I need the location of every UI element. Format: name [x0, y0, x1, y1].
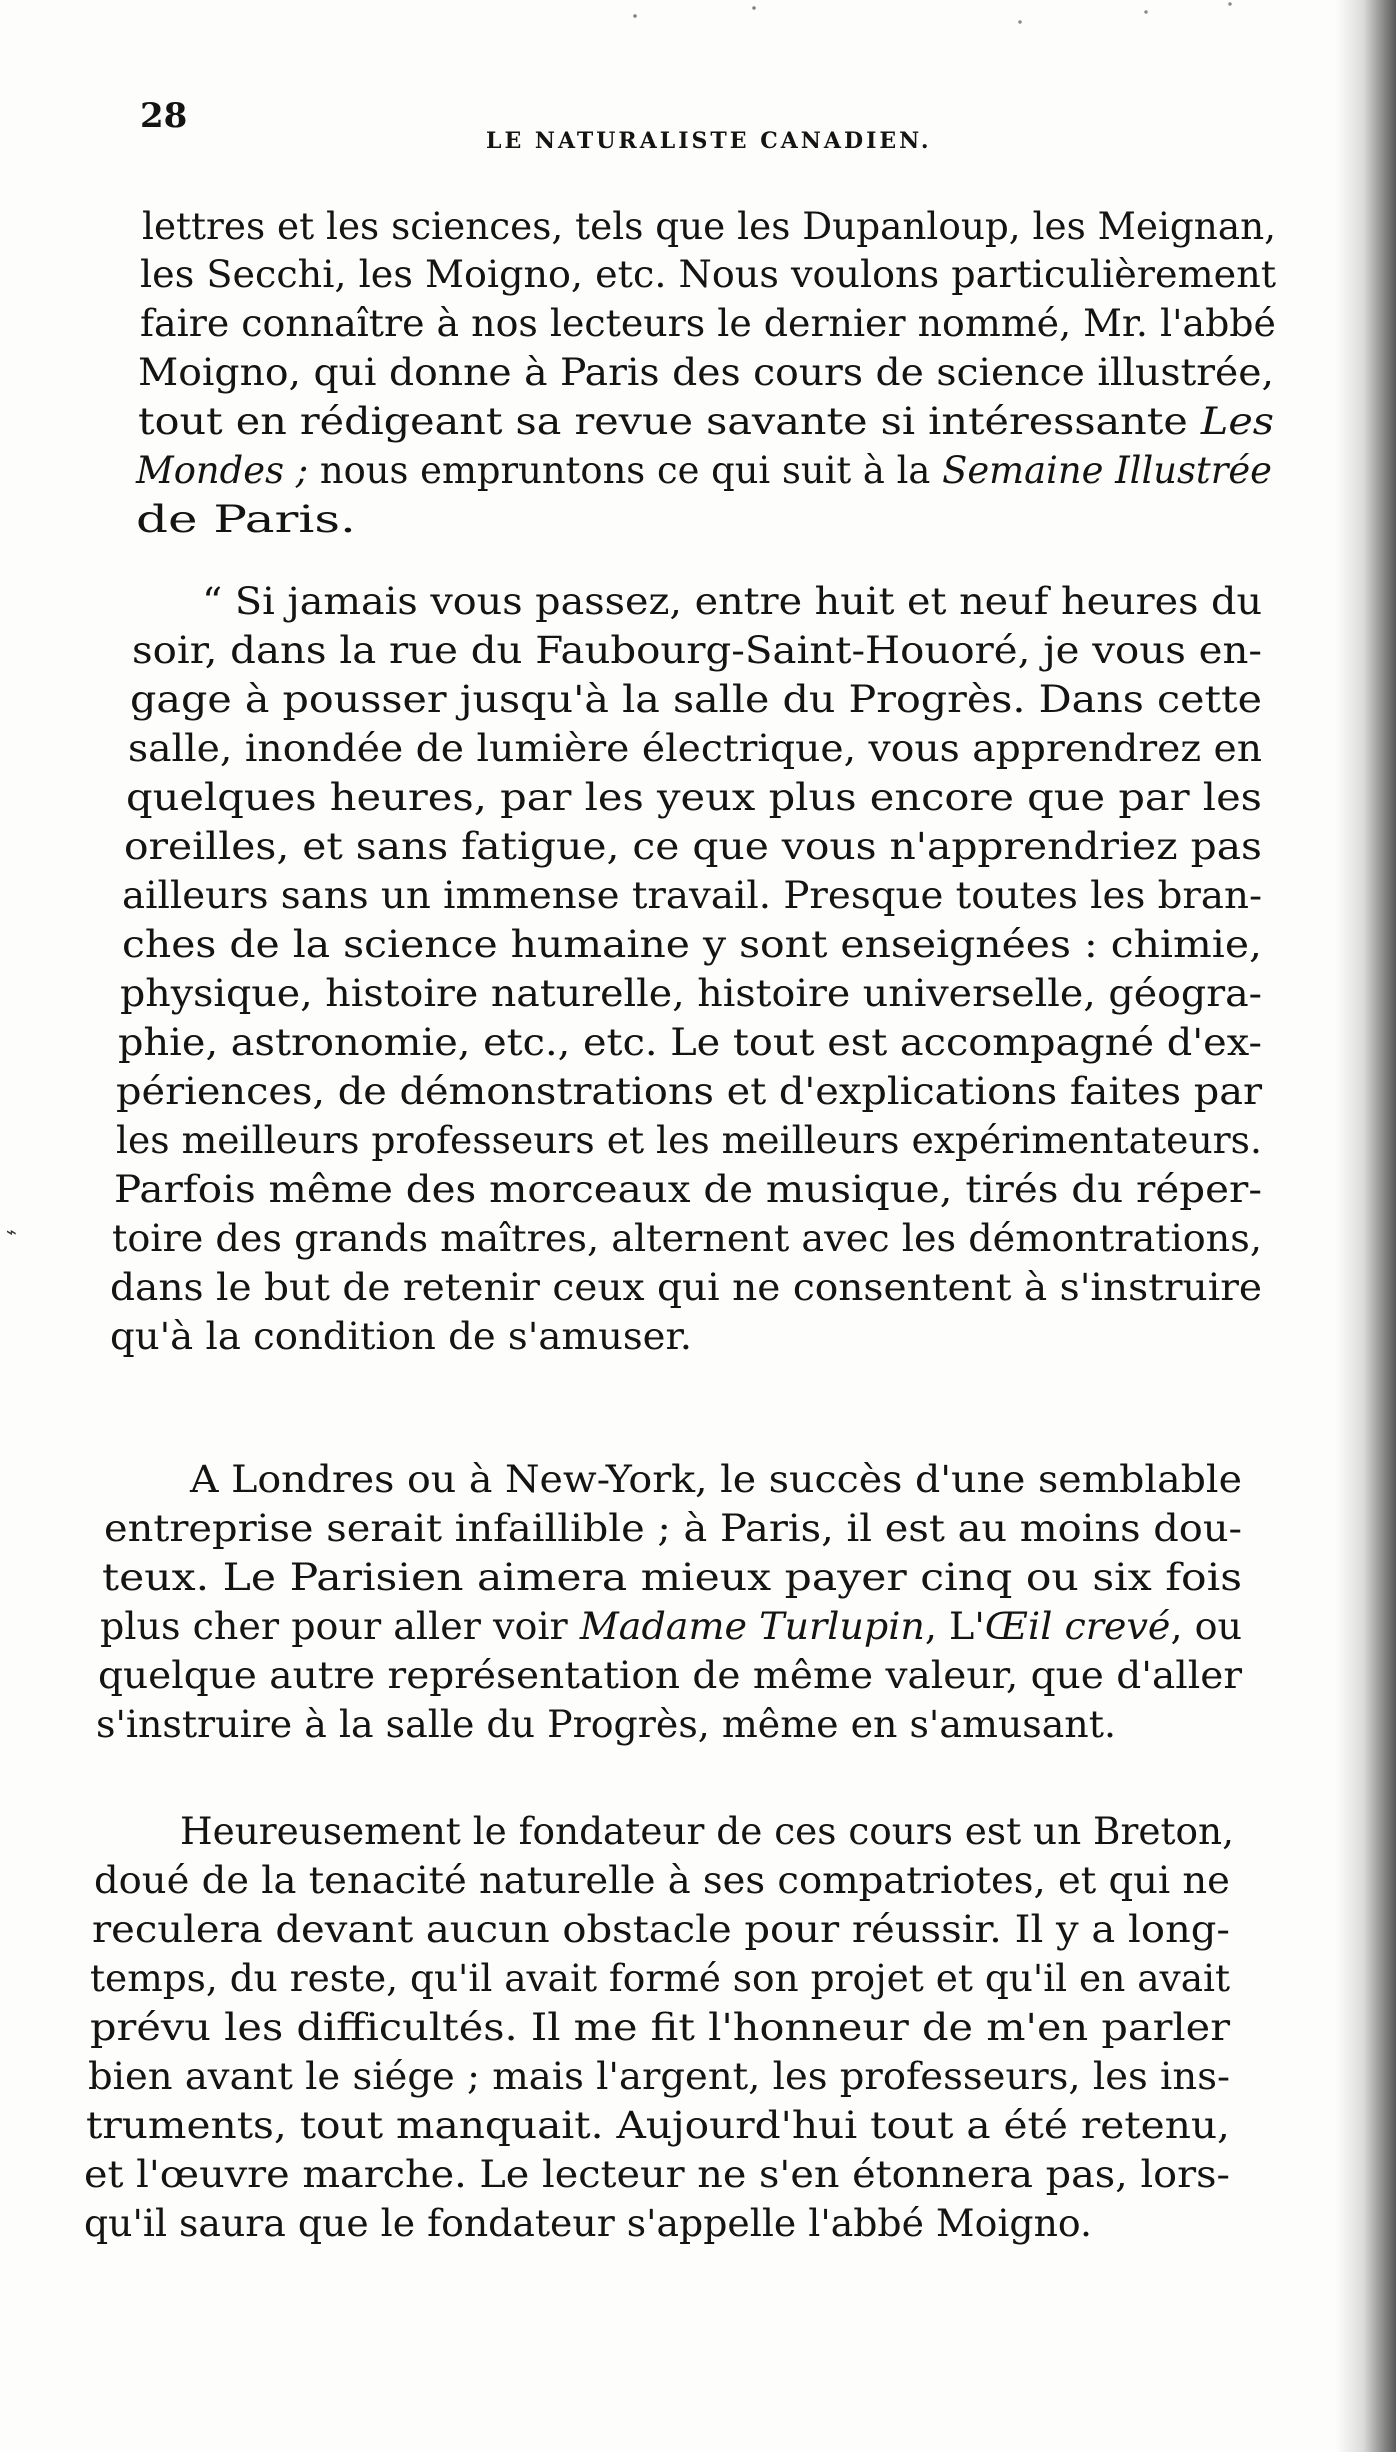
- line-text: tout en rédigeant sa revue savante si intéressante: [138, 400, 1201, 443]
- line-text: salle, inondée de lumière électrique, vous apprendrez en: [128, 727, 1263, 770]
- text-line: [116, 1119, 1262, 1163]
- line-text: bien avant le siége ; mais l'argent, les professeurs, les ins-: [88, 2055, 1230, 2098]
- text-line: [142, 205, 1276, 249]
- text-line: [112, 1217, 1262, 1261]
- line-text: Parfois même des morceaux de musique, tirés du réper-: [114, 1168, 1262, 1211]
- text-line: [190, 1458, 1242, 1502]
- text-line: [86, 2104, 1230, 2148]
- line-text: “ Si jamais vous passez, entre huit et neuf heures du: [202, 580, 1263, 623]
- text-line: [180, 1810, 1234, 1854]
- line-text: qu'à la condition de s'amuser.: [110, 1315, 692, 1358]
- text-line: [114, 1168, 1262, 1212]
- text-line: [96, 1703, 1116, 1747]
- text-line: [84, 2202, 1092, 2246]
- line-text: temps, du reste, qu'il avait formé son projet et qu'il en avait: [90, 1957, 1231, 2000]
- line-text: nous empruntons ce qui suit à la: [308, 449, 943, 492]
- text-line: [90, 2006, 1230, 2050]
- line-text: de Paris.: [136, 498, 356, 541]
- text-line: [118, 1021, 1262, 1065]
- line-text: oreilles, et sans fatigue, ce que vous n'apprendriez pas: [124, 825, 1262, 868]
- text-line: [102, 1556, 1242, 1600]
- line-text: Moigno, qui donne à Paris des cours de science illustrée,: [138, 351, 1275, 394]
- text-line: [92, 1908, 1230, 1952]
- line-text: plus cher pour aller voir: [100, 1605, 580, 1648]
- line-text: les meilleurs professeurs et les meilleurs expérimentateurs.: [116, 1119, 1262, 1162]
- line-text: truments, tout manquait. Aujourd'hui tout a été retenu,: [86, 2104, 1230, 2147]
- line-text: , L': [924, 1605, 985, 1648]
- text-line: [128, 727, 1262, 771]
- line-text: gage à pousser jusqu'à la salle du Progrès. Dans cette: [130, 678, 1262, 721]
- text-line: [132, 629, 1262, 673]
- text-line: [138, 351, 1274, 395]
- margin-mark: ⌁: [6, 1222, 17, 1243]
- line-text: soir, dans la rue du Faubourg-Saint-Houoré, je vous en-: [132, 629, 1263, 672]
- line-text: qu'il saura que le fondateur s'appelle l'abbé Moigno.: [84, 2202, 1092, 2245]
- line-text: ches de la science humaine y sont enseignées : chimie,: [122, 923, 1262, 966]
- text-line: [202, 580, 1262, 624]
- line-text: teux. Le Parisien aimera mieux payer cinq ou six fois: [102, 1556, 1243, 1599]
- italic-title-text: Mondes ;: [136, 449, 309, 492]
- line-text: prévu les difficultés. Il me fit l'honneur de m'en parler: [90, 2006, 1231, 2049]
- text-line: [88, 2055, 1230, 2099]
- text-line: [130, 678, 1262, 722]
- text-line: [136, 498, 356, 542]
- text-line: [110, 1266, 1262, 1310]
- text-line: [140, 302, 1276, 346]
- line-text: lettres et les sciences, tels que les Dupanloup, les Meignan,: [142, 205, 1277, 248]
- line-text: quelque autre représentation de même valeur, que d'aller: [98, 1654, 1242, 1697]
- italic-title-text: Œil crevé: [984, 1605, 1171, 1648]
- line-text: faire connaître à nos lecteurs le dernier nommé, Mr. l'abbé: [140, 302, 1276, 345]
- running-head: LE NATURALISTE CANADIEN.: [486, 128, 932, 154]
- text-line: [100, 1605, 1242, 1649]
- text-line: [98, 1654, 1242, 1698]
- line-text: périences, de démonstrations et d'explications faites par: [116, 1070, 1263, 1113]
- text-line: [110, 1315, 692, 1359]
- text-line: [116, 1070, 1262, 1114]
- text-line: [104, 1507, 1242, 1551]
- text-line: [90, 1957, 1230, 2001]
- text-line: [84, 2153, 1230, 2197]
- line-text: reculera devant aucun obstacle pour réussir. Il y a long-: [92, 1908, 1230, 1951]
- line-text: entreprise serait infaillible ; à Paris, il est au moins dou-: [104, 1507, 1243, 1550]
- text-line: [136, 449, 1272, 493]
- text-line: [124, 825, 1262, 869]
- italic-title-text: Semaine Illustrée: [942, 449, 1272, 492]
- line-text: les Secchi, les Moigno, etc. Nous voulons particulièrement: [140, 253, 1277, 296]
- line-text: A Londres ou à New-York, le succès d'une semblable: [190, 1458, 1242, 1501]
- text-line: [126, 776, 1262, 820]
- text-line: [138, 400, 1274, 444]
- text-line: [122, 923, 1262, 967]
- italic-title-text: Les: [1200, 400, 1274, 443]
- text-line: [94, 1859, 1230, 1903]
- italic-title-text: Madame Turlupin: [579, 1605, 925, 1648]
- page-number: 28: [140, 96, 188, 136]
- line-text: doué de la tenacité naturelle à ses compatriotes, et qui ne: [94, 1859, 1230, 1902]
- line-text: , ou: [1170, 1605, 1243, 1648]
- line-text: phie, astronomie, etc., etc. Le tout est accompagné d'ex-: [118, 1021, 1262, 1064]
- line-text: quelques heures, par les yeux plus encore que par les: [126, 776, 1263, 819]
- text-line: [120, 972, 1262, 1016]
- line-text: ailleurs sans un immense travail. Presque toutes les bran-: [122, 874, 1263, 917]
- line-text: Heureusement le fondateur de ces cours est un Breton,: [180, 1810, 1234, 1853]
- line-text: physique, histoire naturelle, histoire universelle, géogra-: [120, 972, 1263, 1015]
- line-text: dans le but de retenir ceux qui ne consentent à s'instruire: [110, 1266, 1263, 1309]
- text-line: [140, 253, 1276, 297]
- line-text: et l'œuvre marche. Le lecteur ne s'en étonnera pas, lors-: [84, 2153, 1230, 2196]
- line-text: toire des grands maîtres, alternent avec les démontrations,: [112, 1217, 1262, 1260]
- line-text: s'instruire à la salle du Progrès, même en s'amusant.: [96, 1703, 1116, 1746]
- text-line: [122, 874, 1262, 918]
